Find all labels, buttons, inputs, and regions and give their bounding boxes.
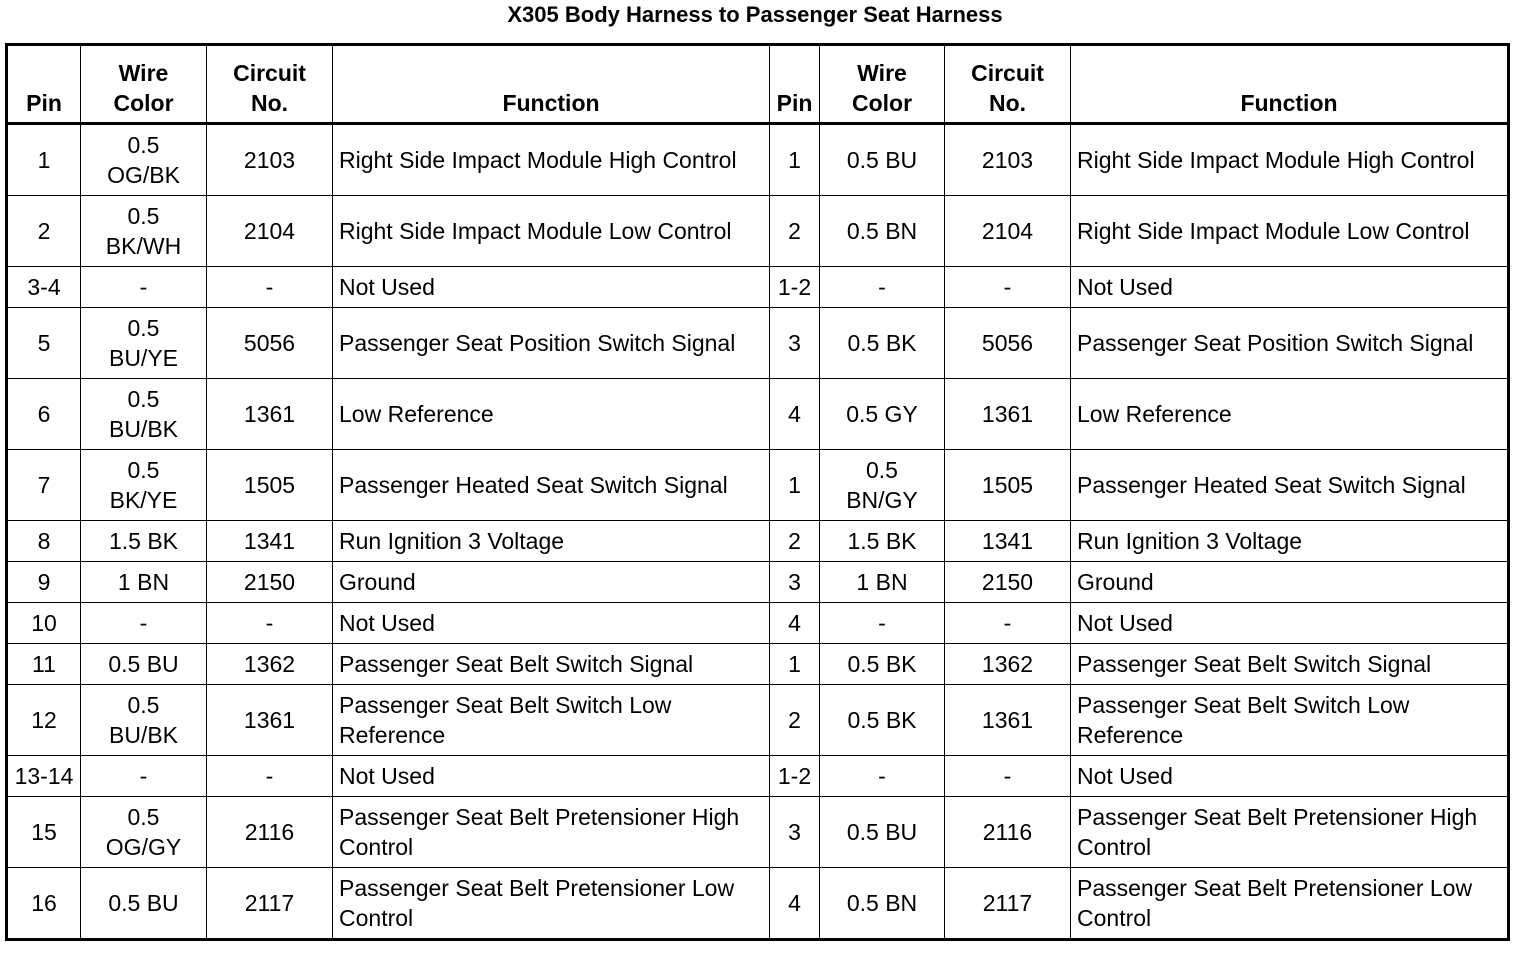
pin-cell-left: 1: [7, 124, 81, 196]
pin-cell-left: 13-14: [7, 756, 81, 797]
header-pin-left: Pin: [7, 45, 81, 124]
wire-color-cell-right: 0.5 BK: [820, 308, 945, 379]
header-wire-color-left: [81, 45, 207, 124]
circuit-no-cell-left: 2150: [207, 562, 333, 603]
pin-cell-left: 9: [7, 562, 81, 603]
wire-color-cell-left: 0.5 OG/BK: [81, 124, 207, 196]
wire-color-cell-left: 0.5 BU: [81, 868, 207, 940]
circuit-no-cell-right: -: [945, 603, 1071, 644]
pin-cell-right: 3: [770, 797, 820, 868]
wire-color-cell-right: 0.5 BN: [820, 196, 945, 267]
table-row: [7, 521, 1509, 562]
header-wire-color-right-label: Wire Color: [851, 60, 913, 116]
pin-cell-right: 2: [770, 521, 820, 562]
pin-cell-right: 2: [770, 685, 820, 756]
pin-cell-right: 2: [770, 196, 820, 267]
function-cell-right: Passenger Seat Position Switch Signal: [1071, 308, 1509, 379]
header-circuit-no-left-label: Circuit No.: [233, 60, 306, 116]
pin-cell-left: 15: [7, 797, 81, 868]
wire-color-cell-left: -: [81, 603, 207, 644]
circuit-no-cell-left: -: [207, 603, 333, 644]
connector-pinout-table: [5, 43, 1510, 941]
table-row: [7, 562, 1509, 603]
function-cell-left: Passenger Seat Belt Pretensioner Low Control: [333, 868, 770, 940]
function-cell-right: Passenger Seat Belt Pretensioner High Control: [1071, 797, 1509, 868]
wire-color-cell-right: -: [820, 756, 945, 797]
header-function-left: Function: [333, 45, 770, 124]
wire-color-cell-left: 0.5 BU/BK: [81, 379, 207, 450]
wire-color-cell-right: 0.5 GY: [820, 379, 945, 450]
function-cell-left: Not Used: [333, 756, 770, 797]
pin-cell-right: 4: [770, 868, 820, 940]
header-circuit-no-right-label: Circuit No.: [971, 60, 1044, 116]
pin-cell-left: 12: [7, 685, 81, 756]
circuit-no-cell-left: -: [207, 267, 333, 308]
function-cell-right: Not Used: [1071, 267, 1509, 308]
function-cell-left: Low Reference: [333, 379, 770, 450]
table-row: [7, 797, 1509, 868]
table-row: [7, 603, 1509, 644]
wire-color-cell-right: 0.5 BN/GY: [820, 450, 945, 521]
wire-color-cell-left: 0.5 BU: [81, 644, 207, 685]
table-body: [7, 124, 1509, 940]
wire-color-cell-right: -: [820, 267, 945, 308]
function-cell-left: Passenger Seat Belt Switch Signal: [333, 644, 770, 685]
wire-color-cell-right: -: [820, 603, 945, 644]
function-cell-right: Not Used: [1071, 756, 1509, 797]
wire-color-cell-right: 1 BN: [820, 562, 945, 603]
table-row: [7, 685, 1509, 756]
circuit-no-cell-right: 5056: [945, 308, 1071, 379]
wire-color-cell-left: 0.5 BK/WH: [81, 196, 207, 267]
wire-color-cell-left: -: [81, 267, 207, 308]
pin-cell-right: 1-2: [770, 267, 820, 308]
circuit-no-cell-right: -: [945, 756, 1071, 797]
header-wire-color-right: [820, 45, 945, 124]
pin-cell-left: 8: [7, 521, 81, 562]
table-row: [7, 196, 1509, 267]
function-cell-left: Passenger Seat Belt Switch Low Reference: [333, 685, 770, 756]
table-title: X305 Body Harness to Passenger Seat Harness: [507, 2, 1003, 27]
function-cell-left: Ground: [333, 562, 770, 603]
table-row: [7, 450, 1509, 521]
wire-color-cell-right: 0.5 BN: [820, 868, 945, 940]
wire-color-cell-left: -: [81, 756, 207, 797]
table-row: [7, 868, 1509, 940]
pin-cell-left: 11: [7, 644, 81, 685]
pin-cell-right: 1-2: [770, 756, 820, 797]
pin-cell-left: 2: [7, 196, 81, 267]
header-function-right: Function: [1071, 45, 1509, 124]
function-cell-left: Run Ignition 3 Voltage: [333, 521, 770, 562]
function-cell-right: Run Ignition 3 Voltage: [1071, 521, 1509, 562]
table-row: [7, 379, 1509, 450]
function-cell-right: Right Side Impact Module High Control: [1071, 124, 1509, 196]
circuit-no-cell-right: 2104: [945, 196, 1071, 267]
wire-color-cell-right: 0.5 BU: [820, 797, 945, 868]
wire-color-cell-right: 0.5 BK: [820, 644, 945, 685]
function-cell-right: Not Used: [1071, 603, 1509, 644]
function-cell-right: Ground: [1071, 562, 1509, 603]
circuit-no-cell-right: 1505: [945, 450, 1071, 521]
function-cell-left: Not Used: [333, 603, 770, 644]
function-cell-left: Passenger Seat Position Switch Signal: [333, 308, 770, 379]
function-cell-left: Passenger Heated Seat Switch Signal: [333, 450, 770, 521]
function-cell-left: Right Side Impact Module High Control: [333, 124, 770, 196]
circuit-no-cell-right: 2150: [945, 562, 1071, 603]
pin-cell-right: 4: [770, 379, 820, 450]
circuit-no-cell-left: 2103: [207, 124, 333, 196]
circuit-no-cell-left: 1505: [207, 450, 333, 521]
wire-color-cell-right: 0.5 BU: [820, 124, 945, 196]
table-row: [7, 267, 1509, 308]
circuit-no-cell-left: 1341: [207, 521, 333, 562]
circuit-no-cell-right: 1362: [945, 644, 1071, 685]
function-cell-right: Passenger Heated Seat Switch Signal: [1071, 450, 1509, 521]
pin-cell-left: 6: [7, 379, 81, 450]
circuit-no-cell-right: -: [945, 267, 1071, 308]
table-row: [7, 308, 1509, 379]
circuit-no-cell-right: 2117: [945, 868, 1071, 940]
circuit-no-cell-right: 1361: [945, 685, 1071, 756]
table-row: [7, 124, 1509, 196]
wire-color-cell-right: 1.5 BK: [820, 521, 945, 562]
circuit-no-cell-left: 1361: [207, 685, 333, 756]
wire-color-cell-left: 0.5 BU/YE: [81, 308, 207, 379]
function-cell-right: Right Side Impact Module Low Control: [1071, 196, 1509, 267]
header-row: [7, 45, 1509, 124]
pin-cell-right: 3: [770, 308, 820, 379]
pin-cell-left: 16: [7, 868, 81, 940]
circuit-no-cell-left: 2117: [207, 868, 333, 940]
circuit-no-cell-left: 1361: [207, 379, 333, 450]
pin-cell-right: 3: [770, 562, 820, 603]
pin-cell-left: 7: [7, 450, 81, 521]
wire-color-cell-left: 0.5 BU/BK: [81, 685, 207, 756]
circuit-no-cell-left: -: [207, 756, 333, 797]
header-circuit-no-left: [207, 45, 333, 124]
circuit-no-cell-right: 1361: [945, 379, 1071, 450]
pin-cell-left: 5: [7, 308, 81, 379]
circuit-no-cell-right: 1341: [945, 521, 1071, 562]
wire-color-cell-left: 1 BN: [81, 562, 207, 603]
wire-color-cell-left: 0.5 OG/GY: [81, 797, 207, 868]
function-cell-left: Right Side Impact Module Low Control: [333, 196, 770, 267]
pin-cell-left: 3-4: [7, 267, 81, 308]
circuit-no-cell-left: 5056: [207, 308, 333, 379]
function-cell-left: Not Used: [333, 267, 770, 308]
pin-cell-right: 4: [770, 603, 820, 644]
circuit-no-cell-right: 2116: [945, 797, 1071, 868]
wire-color-cell-left: 1.5 BK: [81, 521, 207, 562]
wire-color-cell-right: 0.5 BK: [820, 685, 945, 756]
pin-cell-left: 10: [7, 603, 81, 644]
circuit-no-cell-right: 2103: [945, 124, 1071, 196]
table-row: [7, 644, 1509, 685]
pin-cell-right: 1: [770, 124, 820, 196]
function-cell-right: Passenger Seat Belt Pretensioner Low Control: [1071, 868, 1509, 940]
wire-color-cell-left: 0.5 BK/YE: [81, 450, 207, 521]
header-wire-color-left-label: Wire Color: [113, 60, 174, 116]
circuit-no-cell-left: 2104: [207, 196, 333, 267]
pin-cell-right: 1: [770, 644, 820, 685]
circuit-no-cell-left: 2116: [207, 797, 333, 868]
function-cell-right: Low Reference: [1071, 379, 1509, 450]
function-cell-right: Passenger Seat Belt Switch Low Reference: [1071, 685, 1509, 756]
circuit-no-cell-left: 1362: [207, 644, 333, 685]
pin-cell-right: 1: [770, 450, 820, 521]
header-pin-right: Pin: [770, 45, 820, 124]
function-cell-left: Passenger Seat Belt Pretensioner High Control: [333, 797, 770, 868]
table-row: [7, 756, 1509, 797]
function-cell-right: Passenger Seat Belt Switch Signal: [1071, 644, 1509, 685]
header-circuit-no-right: [945, 45, 1071, 124]
